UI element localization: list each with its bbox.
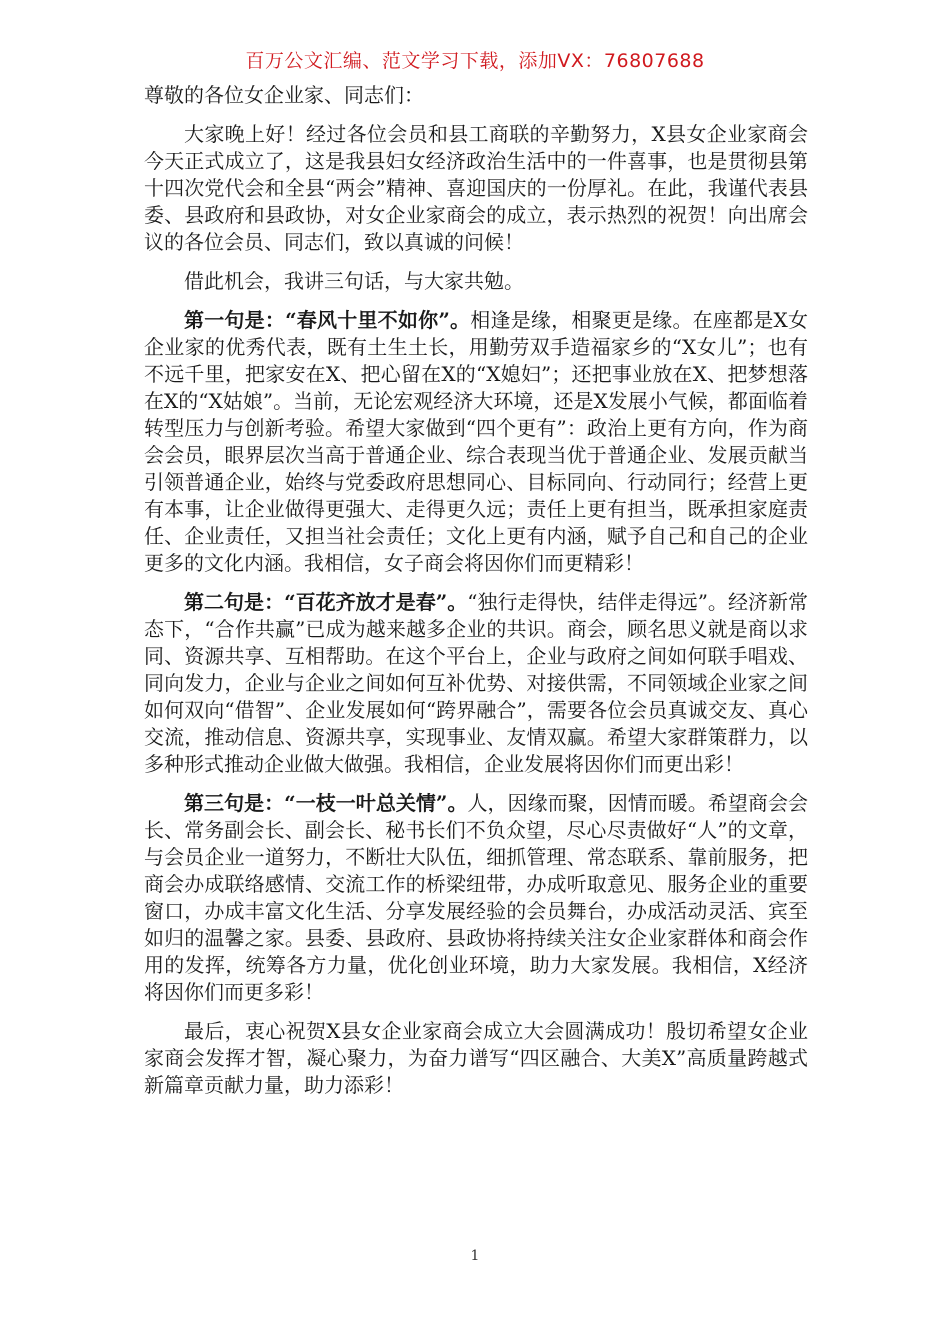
watermark-header: 百万公文汇编、范文学习下载，添加VX：76807688 xyxy=(245,50,705,72)
paragraph-point-one xyxy=(144,307,808,577)
paragraph-text: 大家晚上好！经过各位会员和县工商联的辛勤努力，X县女企业家商会今天正式成立了，这是我县妇女经济政治生活中的一件喜事，也是贯彻县第十四次党代会和全县“两会”精神、喜迎国庆的一份厚礼。在此，我谨代表县委、县政府和县政协，对女企业家商会的成立，表示热烈的祝贺！向出席会议的各位会员、同志们，致以真诚的问候！ xyxy=(144,122,808,254)
page-number: 1 xyxy=(470,1248,480,1264)
paragraph-intro xyxy=(144,268,808,295)
paragraph-text: 相逢是缘，相聚更是缘。在座都是X女企业家的优秀代表，既有土生土长，用勤劳双手造福家乡的“X女儿”；也有不远千里，把家安在X、把心留在X的“X媳妇”；还把事业放在X、把梦想落在X的“X姑娘”。当前，无论宏观经济大环境，还是X发展小气候，都面临着转型压力与创新考验。希望大家做到“四个更有”：政治上更有方向，作为商会会员，眼界层次当高于普通企业、综合表现当优于普通企业、发展贡献当引领普通企业，始终与党委政府思想同心、目标同向、行动同行；经营上更有本事，让企业做得更强大、走得更久远；责任上更有担当，既承担家庭责任、企业责任，又担当社会责任；文化上更有内涵，赋予自己和自己的企业更多的文化内涵。我相信，女子商会将因你们而更精彩！ xyxy=(144,308,808,575)
paragraph-closing xyxy=(144,1018,808,1099)
paragraph-lead: 第一句是：“春风十里不如你”。 xyxy=(184,308,471,332)
paragraph-point-two xyxy=(144,589,808,778)
paragraph-point-three xyxy=(144,790,808,1006)
salutation: 尊敬的各位女企业家、同志们： xyxy=(144,83,424,107)
paragraph-text: 人，因缘而聚，因情而暖。希望商会会长、常务副会长、副会长、秘书长们不负众望，尽心尽责做好“人”的文章，与会员企业一道努力，不断壮大队伍，细抓管理、常态联系、靠前服务，把商会办成联络感情、交流工作的桥梁纽带，办成听取意见、服务企业的重要窗口，办成丰富文化生活、分享发展经验的会员舞台，办成活动灵活、宾至如归的温馨之家。县委、县政府、县政协将持续关注女企业家群体和商会作用的发挥，统筹各方力量，优化创业环境，助力大家发展。我相信，X经济将因你们而更多彩！ xyxy=(144,791,808,1004)
paragraph-text: 最后，衷心祝贺X县女企业家商会成立大会圆满成功！殷切希望女企业家商会发挥才智，凝心聚力，为奋力谱写“四区融合、大美X”高质量跨越式新篇章贡献力量，助力添彩！ xyxy=(144,1019,808,1097)
paragraph-lead: 第二句是：“百花齐放才是春”。 xyxy=(184,590,468,614)
paragraph-lead: 第三句是：“一枝一叶总关情”。 xyxy=(184,791,468,815)
paragraph-opening xyxy=(144,121,808,256)
paragraph-text: 借此机会，我讲三句话，与大家共勉。 xyxy=(184,269,524,293)
document-body xyxy=(144,82,808,1111)
paragraph-text: “独行走得快，结伴走得远”。经济新常态下，“合作共赢”已成为越来越多企业的共识。商会，顾名思义就是商以求同、资源共享、互相帮助。在这个平台上，企业与政府之间如何联手唱戏、同向发力，企业与企业之间如何互补优势、对接供需，不同领域企业家之间如何双向“借智”、企业发展如何“跨界融合”，需要各位会员真诚交友、真心交流，推动信息、资源共享，实现事业、友情双赢。希望大家群策群力，以多种形式推动企业做大做强。我相信，企业发展将因你们而更出彩！ xyxy=(144,590,808,776)
